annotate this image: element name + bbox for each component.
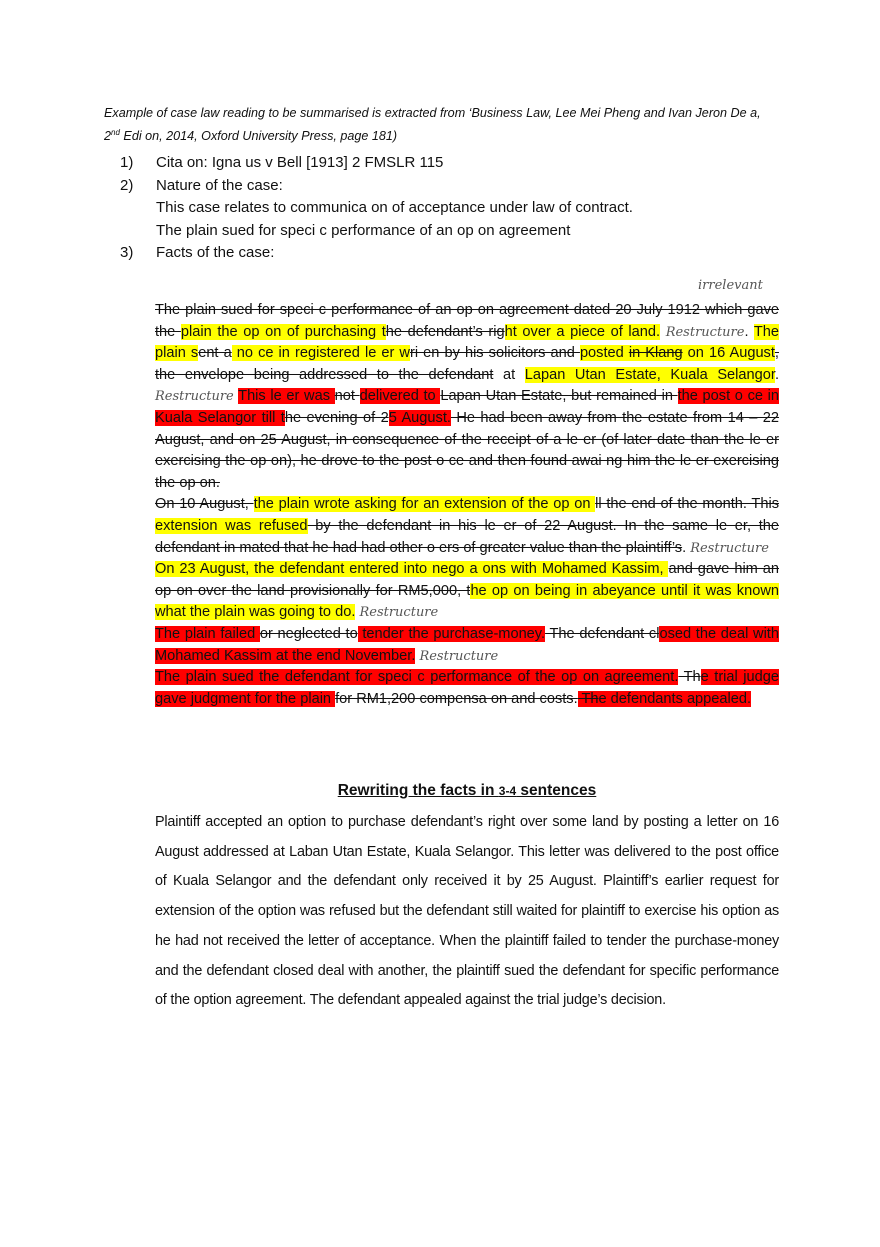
- text-segment: he defendant’s rig: [385, 323, 505, 340]
- text-segment: ll the end of the month. This: [595, 496, 779, 513]
- text-segment: .: [744, 323, 754, 340]
- text-segment: Lapan Utan Estate, but remained in: [440, 388, 678, 405]
- text-segment: The plain sued the defendant for speci c performance of the op on agreement.: [155, 669, 679, 686]
- nature-label: Nature of the case:: [156, 176, 283, 194]
- facts-paragraph: [155, 300, 779, 494]
- text-segment: 5 August.: [388, 409, 451, 426]
- text-segment: 3-4: [498, 784, 517, 798]
- nature-line: The plain sued for speci c performance of an op on agreement: [156, 221, 571, 239]
- nature-line: This case relates to communica on of acceptance under law of contract.: [156, 199, 633, 216]
- text-segment: The plain sued for speci c performance of an op on agreement dated 20 July 1912 which gave the: [155, 302, 779, 340]
- restructure-annotation: Restructure: [359, 605, 439, 621]
- text-segment: , the envelope being addressed to the defendant: [155, 345, 779, 383]
- text-segment: osed the deal with Mohamed Kassim at the end November.: [155, 625, 779, 664]
- text-segment: by the defendant in his le er of 22 August. In the same le er, the defendant in mated that he had had other o ers of greater value than the plaintiff’s: [155, 517, 779, 556]
- text-segment: in Klang: [628, 345, 683, 362]
- text-segment: .: [682, 539, 691, 556]
- facts-paragraph: [155, 559, 779, 624]
- text-segment: sentences: [516, 782, 597, 799]
- text-segment: Rewriting the facts in: [337, 782, 499, 799]
- text-segment: or neglected to: [259, 625, 358, 642]
- text-segment: posted: [579, 345, 629, 362]
- text-segment: On 10 August,: [155, 496, 254, 513]
- text-segment: Th: [577, 690, 599, 707]
- text-segment: he op on being in abeyance until it was known what the plain was going to do.: [155, 582, 779, 621]
- text-segment: not: [334, 388, 360, 405]
- facts-paragraph: [155, 494, 779, 559]
- text-segment: ht over a piece of land.: [504, 323, 661, 340]
- text-segment: .: [774, 366, 779, 383]
- text-segment: on 16 August: [682, 345, 775, 362]
- text-segment: tender the purchase-money.: [357, 625, 546, 642]
- text-segment: the post o ce in Kuala Selangor till t: [155, 388, 780, 426]
- text-segment: ent a: [198, 345, 232, 362]
- text-segment: ri en by his solicitors and: [409, 345, 580, 362]
- text-segment: for RM1,200 compensa on and costs.: [335, 690, 578, 707]
- numbered-list: [120, 152, 760, 265]
- restructure-annotation: Restructure: [690, 540, 769, 556]
- citation-line: Cita on: Igna us v Bell [1913] 2 FMSLR 115: [156, 154, 444, 171]
- text-segment: Th: [678, 669, 701, 686]
- list-item: [120, 242, 760, 265]
- text-segment: the plain wrote asking for an extension of the op on: [253, 496, 596, 513]
- text-segment: and gave him an op on over the land provisionally for RM5,000, t: [155, 561, 779, 599]
- text-segment: at: [493, 366, 525, 383]
- list-number: 1): [120, 154, 134, 171]
- restructure-annotation: Restructure: [155, 389, 234, 405]
- text-segment: no ce in: [231, 345, 295, 362]
- text-segment: plain the op on of p: [180, 323, 313, 340]
- list-item: [120, 175, 760, 243]
- intro-citation: [104, 103, 764, 146]
- text-segment: registered le er w: [294, 345, 410, 362]
- text-segment: This le er was: [238, 388, 335, 405]
- text-segment: he evening of 2: [284, 409, 389, 426]
- summary-paragraph: Plaintiff accepted an option to purchase defendant’s right over some land by posting a letter on 16 August addressed at Laban Utan Estate, Kuala Selangor. This letter was delivered to the post office of Kuala Selangor and the defendant only received it by 25 August. Plaintiff’s earlier request for extension of the option was refused but the defendant still waited for plaintiff to exercise his option as he had not received the letter of acceptance. When the plaintiff failed to tender the purchase-money and the defendant closed deal with another, the plaintiff sued the defendant for specific performance of the option agreement. The defendant appealed against the trial judge’s decision.: [155, 814, 779, 1009]
- text-segment: e trial judge gave judgment for the plain: [155, 669, 779, 707]
- list-number: 2): [120, 176, 134, 194]
- intro-text: Example of case law reading to be summarised is extracted from ‘Business Law, Lee Mei Pheng and Ivan Jeron De a, 2: [104, 106, 761, 144]
- text-segment: On 23 August, the defendant entered into nego a ons with Mohamed Kassim,: [155, 561, 669, 578]
- intro-text-end: Edi on, 2014, Oxford University Press, page 181): [119, 129, 398, 144]
- list-number: 3): [120, 244, 134, 261]
- restructure-annotation: Restructure: [419, 648, 499, 664]
- intro-superscript: nd: [111, 128, 120, 137]
- text-segment: Lapan Utan Estate, Kuala Selangor: [524, 366, 775, 383]
- section-heading: [155, 782, 779, 800]
- facts-paragraph: [155, 667, 779, 710]
- text-segment: delivered to: [359, 388, 441, 405]
- text-segment: urchasing t: [312, 323, 386, 340]
- list-item: [120, 152, 760, 175]
- restructure-annotation: Restructure: [665, 324, 745, 340]
- irrelevant-annotation: irrelevant: [698, 278, 763, 293]
- text-segment: He had been away from the estate from 14 – 22 August, and on 25 August, in consequence of the receipt of a le er (of later date than the le er exercising the op on), he drove to the post o ce and then found awai ng him the le er exercising the op on.: [155, 409, 780, 491]
- text-segment: e defendants appealed.: [598, 690, 752, 707]
- facts-paragraph: [155, 624, 779, 667]
- facts-label: Facts of the case:: [156, 244, 275, 261]
- facts-paragraphs: [155, 300, 779, 710]
- text-segment: The plain failed: [155, 625, 260, 642]
- text-segment: The defendant cl: [545, 625, 660, 642]
- text-segment: The plain s: [155, 323, 780, 362]
- text-segment: extension was refused: [155, 517, 308, 534]
